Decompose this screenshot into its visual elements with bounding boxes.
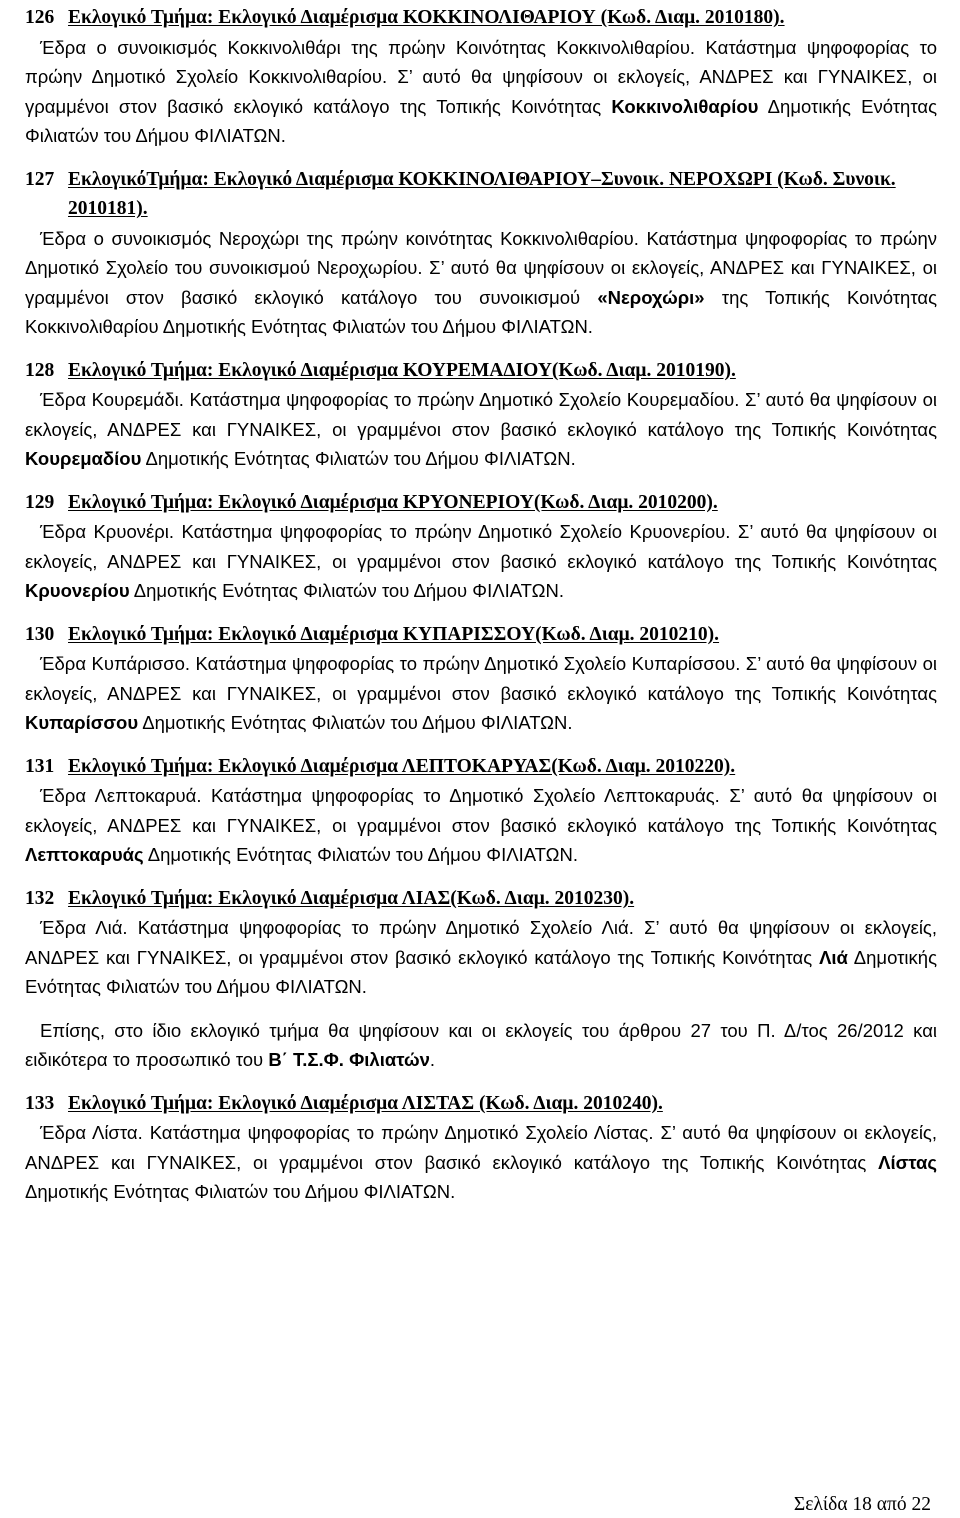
entry-heading bbox=[25, 165, 937, 224]
entry-text-end: Δημοτικής Ενότητας Φιλιατών του Δήμου ΦΙΛΙΑΤΩΝ. bbox=[25, 95, 938, 146]
entry-title: Εκλογικό Τμήμα: Εκλογικό Διαμέρισμα ΚΡΥΟΝΕΡΙΟΥ(Κωδ. Διαμ. 2010200). bbox=[68, 491, 718, 513]
entry-body bbox=[25, 781, 937, 870]
entry-community: Λίστας bbox=[878, 1151, 937, 1173]
entry-title: Εκλογικό Τμήμα: Εκλογικό Διαμέρισμα ΚΟΚΚΙΝΟΛΙΘΑΡΙΟΥ (Κωδ. Διαμ. 2010180). bbox=[68, 7, 785, 28]
document-page bbox=[25, 3, 937, 1207]
entry-text: Έδρα Λίστα. Κατάστημα ψηφοφορίας το πρώην Δημοτικό Σχολείο Λίστας. Σ’ αυτό θα ψηφίσουν οι εκλογείς, ΑΝΔΡΕΣ και ΓΥΝΑΙΚΕΣ, οι γραμμένοι στον βασικό εκλογικό κατάλογο της Τοπικής Κοινότητας bbox=[25, 1122, 937, 1173]
entry-text-end: Δημοτικής Ενότητας Φιλιατών του Δήμου ΦΙΛΙΑΤΩΝ. bbox=[25, 946, 937, 997]
entry-text-end: της Τοπικής Κοινότητας Κοκκινολιθαρίου Δημοτικής Ενότητας Φιλιατών του Δήμου ΦΙΛΙΑΤΩΝ. bbox=[25, 286, 938, 337]
note-text: Επίσης, στο ίδιο εκλογικό τμήμα θα ψηφίσουν και οι εκλογείς του άρθρου 27 του Π. Δ/τος 26/2012 και ειδικότερα το προσωπικό του bbox=[25, 1019, 937, 1070]
entry-text: Έδρα Λεπτοκαρυά. Κατάστημα ψηφοφορίας το Δημοτικό Σχολείο Λεπτοκαρυάς. Σ’ αυτό θα ψηφίσουν οι εκλογείς, ΑΝΔΡΕΣ και ΓΥΝΑΙΚΕΣ, οι γραμμένοι στον βασικό εκλογικό κατάλογο της Τοπικής Κοινότητας bbox=[25, 785, 937, 836]
entry-text-end: Δημοτικής Ενότητας Φιλιατών του Δήμου ΦΙΛΙΑΤΩΝ. bbox=[143, 844, 578, 865]
entry-title: Εκλογικό Τμήμα: Εκλογικό Διαμέρισμα ΛΙΑΣ(Κωδ. Διαμ. 2010230). bbox=[68, 887, 635, 909]
entry-community: Λιά bbox=[819, 946, 848, 968]
entry-heading bbox=[25, 884, 937, 914]
entry-title: Εκλογικό Τμήμα: Εκλογικό Διαμέρισμα ΛΙΣΤΑΣ (Κωδ. Διαμ. 2010240). bbox=[68, 1092, 663, 1114]
entry-community: Κυπαρίσσου bbox=[25, 712, 139, 733]
entry-130 bbox=[25, 620, 937, 738]
entry-number: 133 bbox=[25, 1092, 55, 1114]
entry-128 bbox=[25, 356, 937, 474]
entry-heading bbox=[25, 752, 937, 782]
entry-heading bbox=[25, 488, 937, 518]
entry-number: 126 bbox=[25, 7, 55, 28]
entry-heading bbox=[25, 620, 937, 650]
entry-community: Κρυονερίου bbox=[25, 580, 130, 601]
note-paragraph bbox=[25, 1016, 937, 1075]
entry-number: 130 bbox=[25, 623, 55, 645]
entry-126 bbox=[25, 3, 937, 151]
entry-number: 129 bbox=[25, 491, 55, 513]
entry-text: Έδρα Λιά. Κατάστημα ψηφοφορίας το πρώην Δημοτικό Σχολείο Λιά. Σ’ αυτό θα ψηφίσουν οι εκλογείς, ΑΝΔΡΕΣ και ΓΥΝΑΙΚΕΣ, οι γραμμένοι στον βασικό εκλογικό κατάλογο της Τοπικής Κοινότητας bbox=[25, 917, 937, 968]
entry-title: Εκλογικό Τμήμα: Εκλογικό Διαμέρισμα ΚΟΥΡΕΜΑΔΙΟΥ(Κωδ. Διαμ. 2010190). bbox=[68, 359, 736, 381]
entry-number: 131 bbox=[25, 755, 55, 777]
entry-number: 128 bbox=[25, 359, 55, 381]
entry-body bbox=[25, 224, 937, 342]
entry-community: Λεπτοκαρυάς bbox=[25, 844, 144, 865]
entry-body bbox=[25, 913, 937, 1002]
entry-body bbox=[25, 385, 937, 474]
entry-133 bbox=[25, 1089, 937, 1207]
entry-number: 132 bbox=[25, 887, 55, 909]
entry-text-end: Δημοτικής Ενότητας Φιλιατών του Δήμου ΦΙΛΙΑΤΩΝ. bbox=[141, 448, 576, 469]
entry-127 bbox=[25, 165, 937, 342]
entry-text-end: Δημοτικής Ενότητας Φιλιατών του Δήμου ΦΙΛΙΑΤΩΝ. bbox=[138, 712, 573, 733]
entry-body bbox=[25, 649, 937, 738]
entry-131 bbox=[25, 752, 937, 870]
entry-title: Εκλογικό Τμήμα: Εκλογικό Διαμέρισμα ΛΕΠΤΟΚΑΡΥΑΣ(Κωδ. Διαμ. 2010220). bbox=[68, 755, 736, 777]
entry-title: Εκλογικό Τμήμα: Εκλογικό Διαμέρισμα ΚΥΠΑΡΙΣΣΟΥ(Κωδ. Διαμ. 2010210). bbox=[68, 623, 720, 645]
entry-number: 127 bbox=[25, 168, 55, 190]
note-unit: Β΄ Τ.Σ.Φ. Φιλιατών bbox=[268, 1049, 430, 1070]
entry-text: Έδρα ο συνοικισμός Κοκκινολιθάρι της πρώην Κοινότητας Κοκκινολιθαρίου. Κατάστημα ψηφοφορίας το πρώην Δημοτικό Σχολείο Κοκκινολιθαρίου. Σ’ αυτό θα ψηφίσουν οι εκλογείς, ΑΝΔΡΕΣ και ΓΥΝΑΙΚΕΣ, οι γραμμένοι στον βασικό εκλογικό κατάλογο της Τοπικής Κοινότητας bbox=[25, 36, 937, 117]
entry-text: Έδρα Κυπάρισσο. Κατάστημα ψηφοφορίας το πρώην Δημοτικό Σχολείο Κυπαρίσσου. Σ’ αυτό θα ψηφίσουν οι εκλογείς, ΑΝΔΡΕΣ και ΓΥΝΑΙΚΕΣ, οι γραμμένοι στον βασικό εκλογικό κατάλογο της Τοπικής Κοινότητας bbox=[25, 653, 937, 704]
entry-body bbox=[25, 1118, 937, 1207]
entry-text: Έδρα ο συνοικισμός Νεροχώρι της πρώην κοινότητας Κοκκινολιθαρίου. Κατάστημα ψηφοφορίας το πρώην Δημοτικό Σχολείο του συνοικισμού Νεροχωρίου. Σ’ αυτό θα ψηφίσουν οι εκλογείς, ΑΝΔΡΕΣ και ΓΥΝΑΙΚΕΣ, οι γραμμένοι στον βασικό εκλογικό κατάλογο του συνοικισμού bbox=[25, 227, 937, 308]
entry-heading bbox=[25, 1089, 937, 1119]
entry-title: ΕκλογικόΤμήμα: Εκλογικό Διαμέρισμα ΚΟΚΚΙΝΟΛΙΘΑΡΙΟΥ–Συνοικ. ΝΕΡΟΧΩΡΙ (Κωδ. Συνοικ. 2010181). bbox=[68, 168, 896, 219]
entry-heading bbox=[25, 3, 937, 33]
note-body bbox=[25, 1016, 937, 1075]
entry-text-end: Δημοτικής Ενότητας Φιλιατών του Δήμου ΦΙΛΙΑΤΩΝ. bbox=[129, 580, 564, 601]
note-text-end: . bbox=[429, 1049, 436, 1070]
entry-text: Έδρα Κουρεμάδι. Κατάστημα ψηφοφορίας το πρώην Δημοτικό Σχολείο Κουρεμαδίου. Σ’ αυτό θα ψηφίσουν οι εκλογείς, ΑΝΔΡΕΣ και ΓΥΝΑΙΚΕΣ, οι γραμμένοι στον βασικό εκλογικό κατάλογο της Τοπικής Κοινότητας bbox=[25, 389, 937, 440]
entry-129 bbox=[25, 488, 937, 606]
entry-132 bbox=[25, 884, 937, 1002]
entry-community: «Νεροχώρι» bbox=[597, 286, 705, 308]
entry-community: Κοκκινολιθαρίου bbox=[611, 95, 759, 117]
entry-text: Έδρα Κρυονέρι. Κατάστημα ψηφοφορίας το πρώην Δημοτικό Σχολείο Κρυονερίου. Σ’ αυτό θα ψηφίσουν οι εκλογείς, ΑΝΔΡΕΣ και ΓΥΝΑΙΚΕΣ, οι γραμμένοι στον βασικό εκλογικό κατάλογο της Τοπικής Κοινότητας bbox=[25, 521, 937, 572]
entry-body bbox=[25, 33, 937, 151]
entry-text-end: Δημοτικής Ενότητας Φιλιατών του Δήμου ΦΙΛΙΑΤΩΝ. bbox=[25, 1181, 456, 1202]
entry-heading bbox=[25, 356, 937, 386]
entry-community: Κουρεμαδίου bbox=[25, 448, 142, 469]
page-number: Σελίδα 18 από 22 bbox=[793, 1494, 931, 1515]
entry-body bbox=[25, 517, 937, 606]
